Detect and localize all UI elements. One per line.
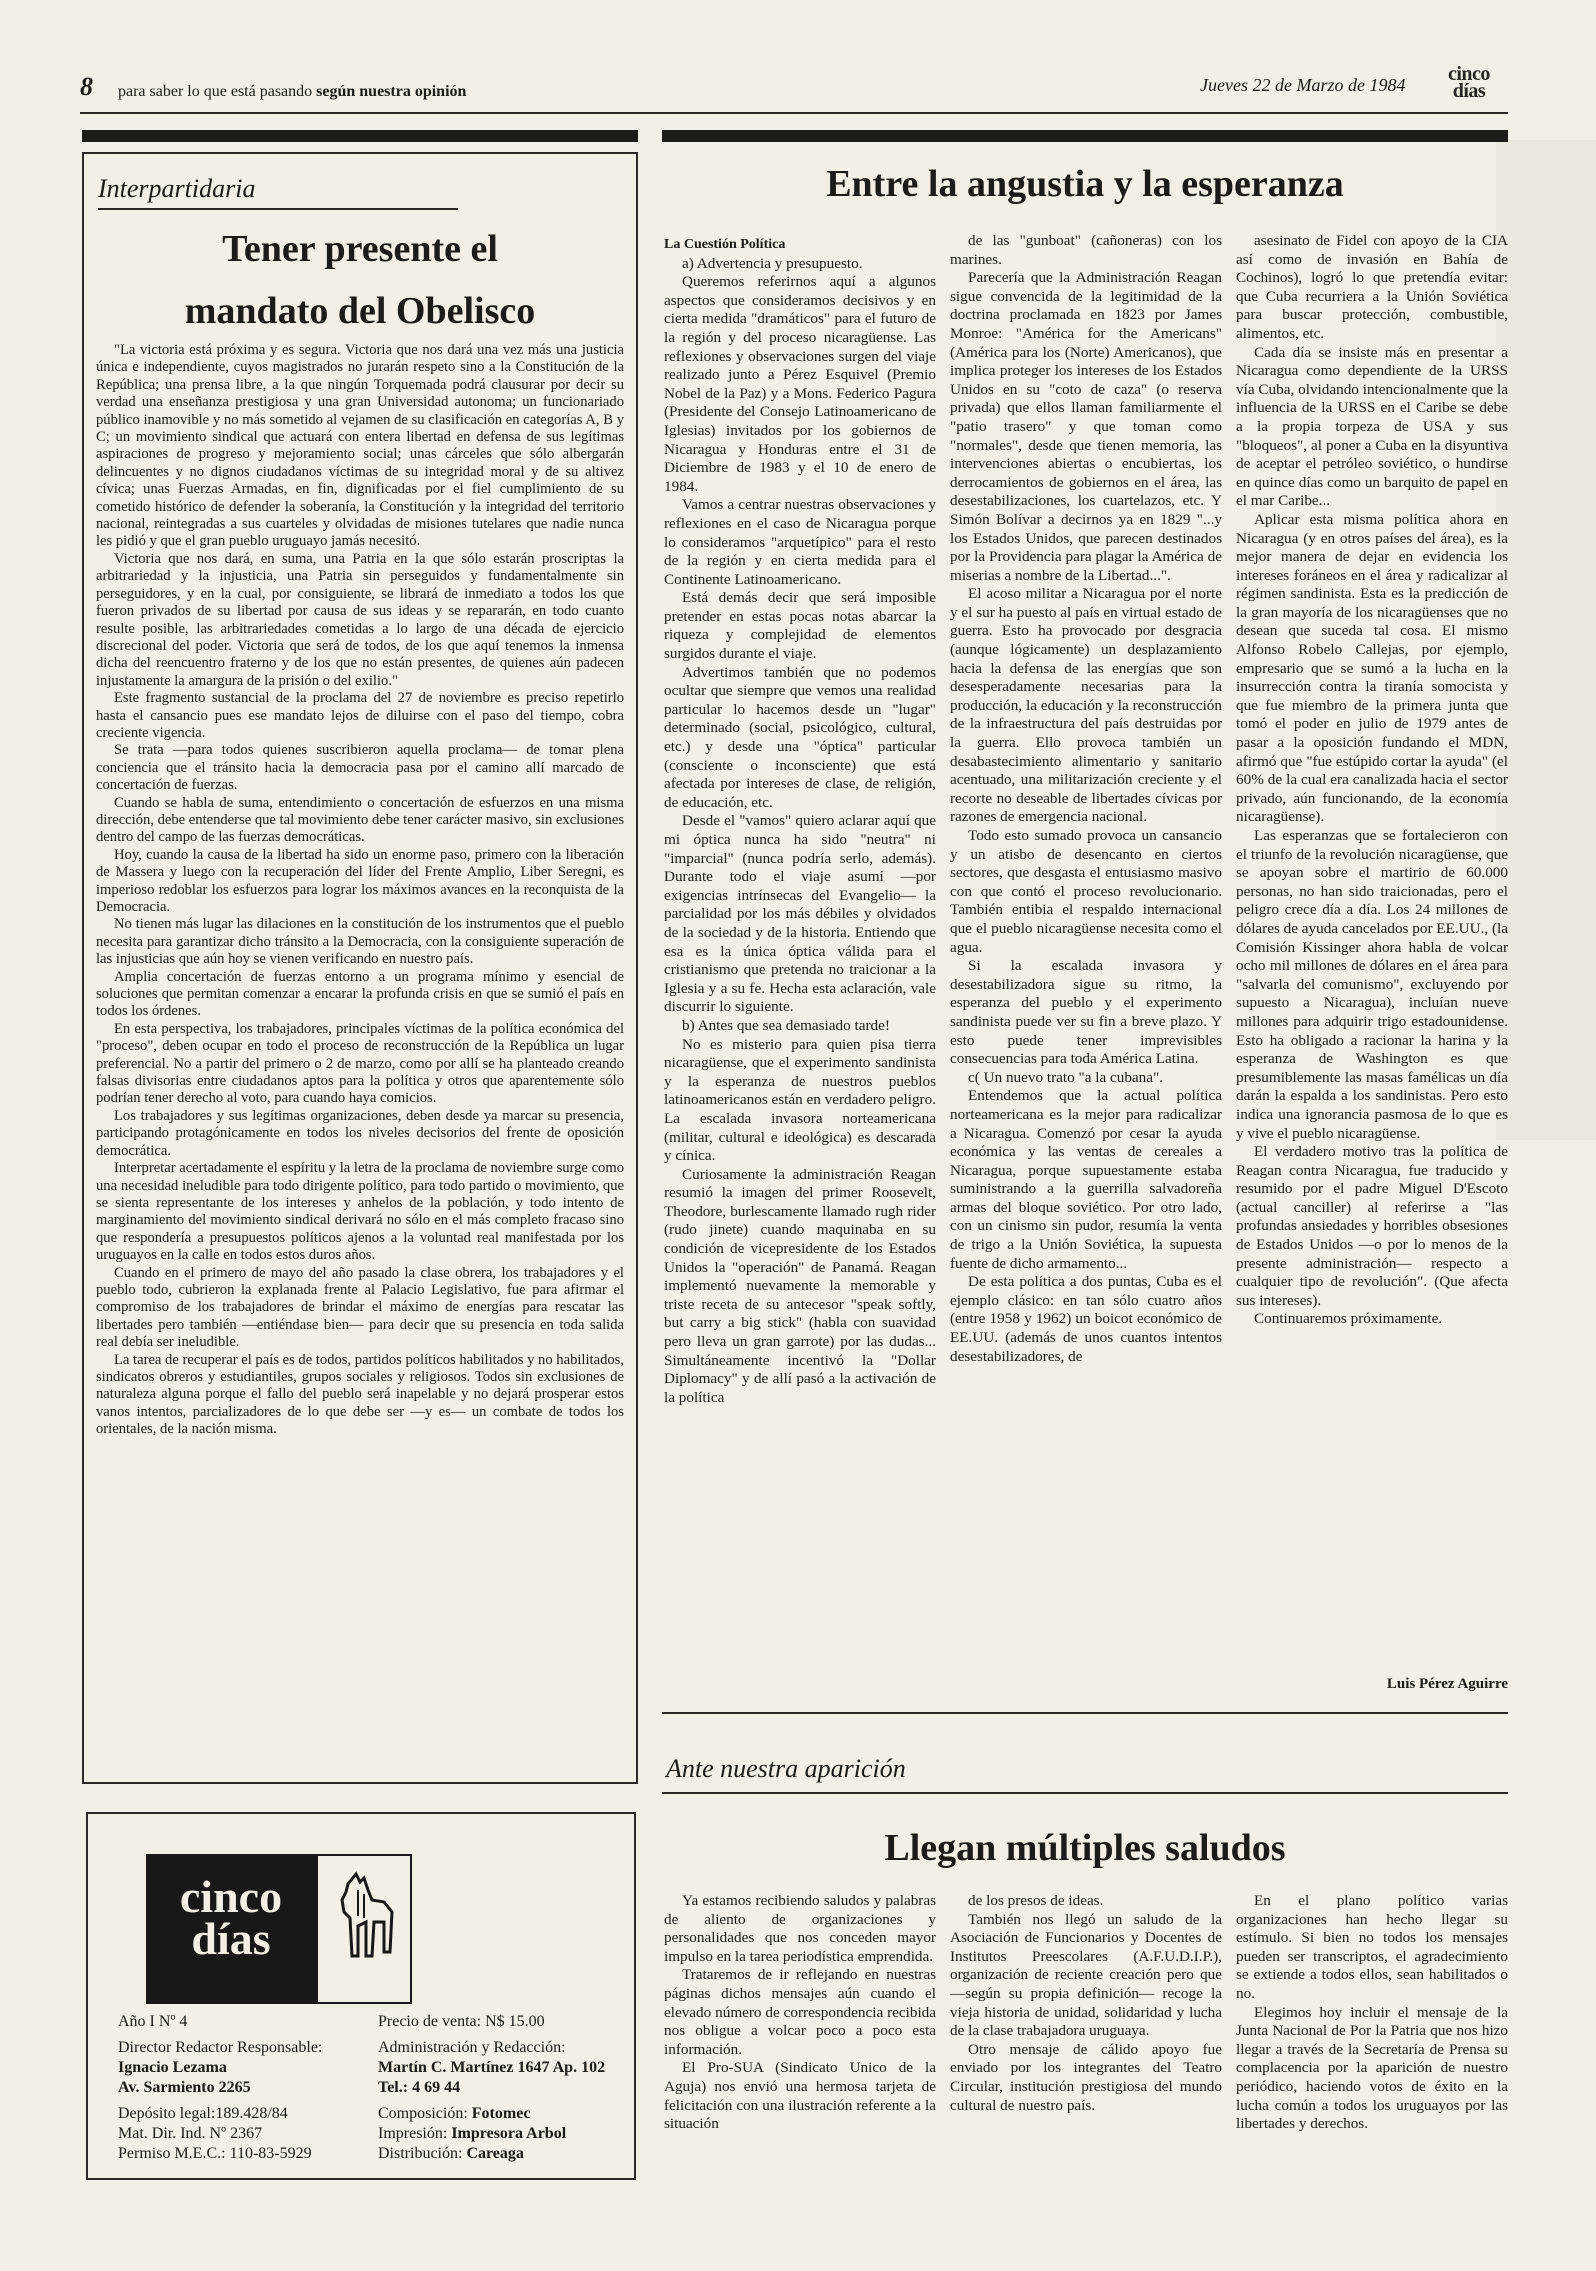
main-top-bar [662,130,1508,142]
left-article-paragraph: Amplia concertación de fuerzas entorno a un programa mínimo y esencial de soluciones que permitan comenzar a encarar la profunda crisis en que se sumió el país en todos los órdenes. [96,968,624,1020]
main-col2 [950,232,1222,1366]
main-col1-paragraph: Vamos a centrar nuestras observaciones y reflexiones en el caso de Nicaragua porque lo consideramos "arquetípico" para el resto de la región y en cierta medida para el Continente Latinoamericano. [664,496,936,588]
telephone: Tel.: 4 69 44 [378,2079,461,2096]
director-label: Director Redactor Responsable: [118,2039,323,2056]
second-col2 [950,1892,1222,2115]
second-kicker-rule [662,1792,1508,1794]
main-col1-body [664,255,936,1408]
distribucion-value: Careaga [466,2145,524,2162]
left-article-paragraph: Hoy, cuando la causa de la libertad ha sido un enorme paso, primero con la liberación de Massera y luego con la recuperación del líder del Frente Amplio, Liber Seregni, es imperioso redoblar los esfuerzos para lograr los máximos avances en la reconquista de la Democracia. [96,846,624,915]
precio: Precio de venta: N$ 15.00 [378,2013,545,2030]
header-logo-line1: cinco [1448,63,1490,85]
composicion-label: Composición: [378,2105,468,2122]
second-col1-paragraph: Ya estamos recibiendo saludos y palabras de aliento de organizaciones y personalidades que nos conceden mayor impulso en la tarea periodística emprendida. [664,1892,936,1965]
left-article-paragraph: Victoria que nos dará, en suma, una Patria en la que sólo estarán proscriptas la arbitrariedad y la injusticia, una Patria sin perseguidos y fundamentalmente sin perseguidores, y en la cual, por consiguiente, se librará de inmediato a todos los que fueron privados de su libertad por causa de sus ideas y se repararán, en todo cuanto resulte posible, las arbitrariedades cometidas a lo largo de una década de ejercicio discrecional del poder. Victoria que será de todos, de los que aquí tenemos la inmensa dicha del reencuentro fraterno y de los que no están presentes, de quienes aún padecen injustamente la amargura de la prisión o del exilio." [96,550,624,689]
second-col1 [664,1892,936,2134]
left-article-paragraph: Cuando se habla de suma, entendimiento o concertación de esfuerzos en una misma dirección, debe entenderse que tal movimiento debe tener carácter masivo, sin exclusiones dentro del campo de las fuerzas democráticas. [96,794,625,846]
main-col2-paragraph: El acoso militar a Nicaragua por el norte y el sur ha puesto al país en virtual estado de guerra. Esto ha provocado por desgracia (aunque lógicamente) un desplazamiento hacia la defensa de las energías que son desesperadamente necesarias para la producción, la educación y la reconstrucción de la infraestructura del país destruidas por la guerra. Ello provoca también un desabastecimiento alimentario y sanitario acentuado, una militarización creciente y el recorte no deseable de libertades cívicas por razones de emergencia nacional. [950,585,1222,826]
left-article-paragraph: "La victoria está próxima y es segura. Victoria que nos dará una vez más una justicia única e independiente, cuyos magistrados no jurarán respeto sino a la Constitución de la República; una prensa libre, a la que ningún Torquemada podrá clausurar por decir su verdad una enseñanza prestigiosa y una gran Universidad autonoma; un funcionariado público inamovible y no más sometido al vejamen de su clasificación en categorías A, B y C; un movimiento sindical que actuará con entera libertad en defensa de sus legítimas aspiraciones de progreso y mejoramiento social; unas cárceles que sólo albergarán delincuentes y no dignos ciudadanos víctimas de su integridad moral y de su altivez cívica; unas Fuerzas Armadas, en fin, dignificadas por el fiel cumplimiento de su cometido histórico de defender la soberanía, la Constitución y la integridad del territorio nacional, reintegradas a sus cuarteles y olvidadas de misiones tutelares que nadie nunca les pidió y que el gran pueblo uruguayo jamás necesitó. [96,342,624,550]
director-name: Ignacio Lezama [118,2059,227,2076]
header-logo [1448,63,1490,102]
left-top-bar [82,130,638,142]
impresion [378,2124,634,2144]
main-col1-paragraph: b) Antes que sea demasiado tarde! [682,1016,890,1034]
composicion-value: Fotomec [471,2105,531,2122]
masthead-box [86,1812,636,2180]
masthead-logo [146,1854,316,2004]
distribucion [378,2144,634,2164]
second-col1-paragraph: Trataremos de ir reflejando en nuestras páginas dichos mensajes aún cuando el elevado número de correspondencia recibida nos obligue a volcar poco a poco esta información. [664,1966,936,2058]
masthead-logo-line2: días [191,1913,271,1964]
section-label: La Cuestión Política [664,237,786,252]
masthead-logo-text [156,1871,306,1964]
left-headline [84,218,636,342]
header-tagline-bold: según nuestra opinión [316,83,467,100]
impresion-label: Impresión: [378,2125,448,2142]
header-logo-line2: días [1452,80,1486,102]
second-headline: Llegan múltiples saludos [884,1827,1286,1869]
author-signature: Luis Pérez Aguirre [1386,1676,1508,1692]
composicion [378,2104,634,2124]
left-headline-line1: Tener presente el [222,228,498,270]
main-col3 [1236,232,1508,1329]
main-col3-paragraph: Las esperanzas que se fortalecieron con el triunfo de la revolución nicaragüense, que se apoyan sobre el martirio de 60.000 personas, no han sido traicionadas, pero el peligro crece día a día. Los 24 millones de dólares de ayuda cancelados por EE.UU., (la Comisión Kissinger ahora habla de volcar ocho mil millones de dólares en el área para "salvarla del comunismo", excluyendo por supuesto a Nicaragua), incluían nueve millones para adquirir trigo estadounidense. Esto ha obligado a racionar la harina y la esperanza de Washington es que presumiblemente las masas famélicas un día darán la espalda a los sandinistas. Pero esto indica una ignorancia pasmosa de lo que es y vive el pueblo nicaragüense. [1236,827,1508,1142]
masthead-logo-line1: cinco [179,1871,283,1922]
horse-icon [318,1856,410,2002]
main-col1-paragraph: Advertimos también que no podemos ocultar que siempre que vemos una realidad particular lo hacemos desde un "lugar" determinado (social, psicológico, cultural, etc.) y desde una "óptica" particular (consciente o inconsciente) que está afectada por intereses de clase, de religión, de educación, etc. [664,663,936,811]
director-address: Av. Sarmiento 2265 [118,2079,251,2096]
main-col1-paragraph: Queremos referirnos aquí a algunos aspectos que consideramos decisivos y en cierta medida "dramáticos" para el futuro de la región y del proceso nicaragüense. Las reflexiones y observaciones surgen del viaje realizado junto a Pérez Esquivel (Premio Nobel de la Paz) y a Mons. Federico Pagura (Presidente del Consejo Latinoamericano de Iglesias) invitados por los gobiernos de Nicaragua y Honduras entre el 31 de Diciembre de 1983 y el 10 de enero de 1984. [664,273,936,495]
left-article-paragraph: La tarea de recuperar el país es de todos, partidos políticos habilitados y no habilitados, sindicatos obreros y estudiantiles, grupos sociales y religiosos. Todos sin exclusiones de naturaleza alguna porque el fallo del pueblo será inapelable y no dejará prosperar estos vanos intentos, parcializadores de lo que debe ser —y es— un combate de todos los orientales, de la nación misma. [96,1351,624,1438]
main-col3-paragraph: El verdadero motivo tras la política de Reagan contra Nicaragua, fue traducido y resumido por el padre Miguel D'Escoto (actual canciller) al referirse a "las profundas ansiedades y horribles obsesiones de Estados Unidos —o por lo menos de la presente administración— respecto a cualquier tipo de revolución". (Que afecta sus intereses). [1236,1143,1508,1309]
header-tagline-text: para saber lo que está pasando [118,83,313,100]
main-col1-paragraph: No es misterio para quien pisa tierra nicaragüense, que el experimento sandinista y la esperanza de nuestros pueblos latinoamericanos están en verdadero peligro. La escalada invasora norteamericana (militar, cultural e ideológica) es descarada y cínica. [664,1035,936,1165]
main-col3-paragraph: Aplicar esta misma política ahora en Nicaragua (y en otros países del área), es la mejor manera de dejar en evidencia los intereses foráneos en el área y radicalizar al régimen sandinista. Esta es la predicción de la gran mayoría de los nicaragüenses que no desean que suceda tal cosa. El mismo Alfonso Robelo Callejas, por ejemplo, empresario que se sumó a la lucha en la insurrección contra la tiranía somocista y que fue miembro de la primera junta que tomó el poder en julio de 1979 antes de pasar a la oposición fundando el MDN, afirmó que "fue estúpido cortar la ayuda" (el 60% de la cual era canalizada hacia el sector privado, aún funcionando, de la economía nicaragüense). [1236,510,1508,826]
horse-emblem [316,1854,412,2004]
page-number: 8 [80,72,93,101]
main-col2-paragraph: De esta política a dos puntas, Cuba es el ejemplo clásico: en tan sólo cuatro años (entre 1958 y 1962) un boicot económico de EE.UU. (además de unos cuantos intentos desestabilizadores, de [950,1273,1222,1365]
main-col1-paragraph: Curiosamente la administración Reagan resumió la imagen del primer Roosevelt, Theodore, burlescamente llamado rugh rider (rudo jinete) cuando maquinaba en su condición de vicepresidente de los Estados Unidos la "operación" de Panamá. Reagan implementó nuevamente la memorable y triste receta de su antecesor "speak softly, but carry a big stick" (habla con suavidad pero lleva un gran garrote) por las dudas... Simultáneamente incentivó la "Dollar Diplomacy" y de allí pasó a la activación de la política [664,1165,936,1406]
second-col1-paragraph: El Pro-SUA (Sindicato Unico de la Aguja) nos envió una hermosa tarjeta de felicitación con una ilustración referente a la situación [664,2059,936,2133]
left-article-paragraph: No tienen más lugar las dilaciones en la constitución de los instrumentos que el pueblo necesita para garantizar dicho tránsito a la Democracia, con la consiguiente superación de las injusticias que aún hoy se vienen verificando en nuestro país. [96,916,624,968]
edge-shadow [1496,140,1596,1140]
main-col3-paragraph: Cada día se insiste más en presentar a Nicaragua como dependiente de la URSS vía Cuba, olvidando intencionalmente que la influencia de la URSS en el Caribe se debe a la propia torpeza de USA y sus "bloqueos", al poner a Cuba en la disyuntiva de aceptar el petróleo soviético, o hundirse en quince días como un barquito de papel en el mar Caribe... [1236,343,1508,510]
second-col3 [1236,1892,1508,2134]
main-col1-paragraph: Está demás decir que será imposible pretender en estas pocas notas abarcar la riqueza y complejidad de elementos surgidos durante el viaje. [664,589,936,663]
second-col2-paragraph: Otro mensaje de cálido apoyo fue enviado por los integrantes del Teatro Circular, institución prestigiosa del mundo cultural de nuestro país. [950,2040,1222,2114]
masthead-left-info [118,2012,368,2164]
left-article-paragraph: Este fragmento sustancial de la proclama del 27 de noviembre es preciso repetirlo hasta el cansancio pues ese mandato lejos de diluirse con el paso del tiempo, cobra creciente vigencia. [96,690,624,741]
header-rule [80,112,1508,114]
header-tagline [118,83,466,101]
main-bottom-rule [662,1712,1508,1714]
main-col2-paragraph: Parecería que la Administración Reagan sigue convencida de la legitimidad de la doctrina proclamada en 1823 por James Monroe: "América for the Americans" (América para los (Norte) Americanos), que implica proteger los intereses de los Estados Unidos en su "coto de caza" (o reserva privada) que ellos llaman familiarmente el "patio trasero" y que toman como "normales", desde que tienen memoria, las intervenciones abiertas o encubiertas, los derrocamientos de gobiernos en el área, las desestabilizaciones, los cuartelazos, etc. Y Simón Bolívar a decirnos ya en 1829 "...y los Estados Unidos, que parecen destinados por la Providencia para plagar la América de miserias a nombre de la Libertad...". [950,269,1222,584]
main-col2-paragraph: Todo esto sumado provoca un cansancio y un atisbo de desencanto en ciertos sectores, que desgasta el entusiasmo masivo con que contó el proceso revolucionario. También entibia el respaldo internacional que el pueblo nicaragüense necesita como el agua. [950,827,1222,956]
main-col3-paragraph: asesinato de Fidel con apoyo de la CIA así como de invasión en Bahía de Cochinos), logró lo que pretendía evitar: que Cuba recurriera a la Unión Soviética para buscar protección, combustible, alimentos, etc. [1236,232,1508,342]
year-issue: Año I Nº 4 [118,2013,188,2030]
admin-address: Martín C. Martínez 1647 Ap. 102 [378,2059,606,2076]
mat-dir-ind: Mat. Dir. Ind. Nº 2367 [118,2125,263,2142]
header-date: Jueves 22 de Marzo de 1984 [1200,75,1406,95]
distribucion-label: Distribución: [378,2145,463,2162]
main-col1 [664,236,936,1407]
left-article-paragraph: Interpretar acertadamente el espíritu y la letra de la proclama de noviembre surge como una necesidad ineludible para todo dirigente político, para todo partido o movimiento, que se sienta representante de los intereses y anhelos de la población, y todo intento de marginamiento del movimiento sindical derivará no sólo en el más completo fracaso sino que respondería a presupuestos políticos ajenos a la voluntad real manifestada por los uruguayos en la calle en todos estos duros años. [96,1160,624,1264]
main-col2-paragraph: de las "gunboat" (cañoneras) con los marines. [950,232,1222,268]
main-col2-paragraph: Entendemos que la actual política norteamericana es la mejor para radicalizar a Nicaragua. Comenzó por cesar la ayuda económica y las ventas de cereales a Nicaragua, porque supuestamente estaba suministrando a la guerrilla salvadoreña armas del bloque soviético. Por otro lado, con un cinismo sin pudor, resumía la venta de trigo a la Unión Soviética, la supuesta fuente de dicho armamento... [950,1087,1222,1272]
left-article-paragraph: Los trabajadores y sus legítimas organizaciones, deben desde ya marcar su presencia, participando protagónicamente en todos los niveles decisorios del frente de oposición democrática. [96,1107,624,1159]
left-article-paragraph: Se trata —para todos quienes suscribieron aquella proclama— de tomar plena conciencia que el tránsito hacia la democracia pasa por el camino allí marcado de concertación de fuerzas. [96,742,624,794]
second-col2-paragraph: de los presos de ideas. [968,1892,1104,1909]
left-article-paragraph: Cuando en el primero de mayo del año pasado la clase obrera, los trabajadores y el pueblo todo, cubrieron la explanada frente al Palacio Legislativo, fue para afirmar el compromiso de los trabajadores de brindar el máximo de energías para rescatar las libertades pero también —entiéndase bien— para decir que su presencia en toda salida real debía ser ineludible. [96,1264,624,1351]
permiso-mec: Permiso M.E.C.: 110-83-5929 [118,2145,312,2162]
deposito-legal: Depósito legal:189.428/84 [118,2105,288,2122]
kicker-rule [98,208,458,210]
masthead-right-info [378,2012,634,2164]
admin-label: Administración y Redacción: [378,2039,566,2056]
impresion-value: Impresora Arbol [451,2125,567,2142]
main-col1-paragraph: Desde el "vamos" quiero aclarar aquí que mi óptica nunca ha sido "neutra" ni "imparcial" (nunca podría serlo, además). Durante todo el viaje asumí —por exigencias intrínsecas del Evangelio— la parcialidad por los más débiles y olvidados de la sociedad y de la historia. Entiendo que esa es la única óptica válida para el cristianismo que pretenda no traicionar a la Iglesia y a su fe. Hecha esta aclaración, vale discurrir lo siguiente. [664,812,936,1016]
left-article-paragraph: En esta perspectiva, los trabajadores, principales víctimas de la política económica del "proceso", deben ocupar en todo el proceso de reconstrucción de la República un lugar preferencial. No a partir del primero o 2 de marzo, como por allí se ha planteado creando falsas divisorias entre ciudadanos aptos para la política y otros que aparentemente sólo podrían tener derecho al voto, para cuando haya comicios. [96,1020,624,1107]
main-col2-paragraph: Si la escalada invasora y desestabilizadora sigue su ritmo, la esperanza del pueblo y el experimento sandinista puede ver su fin a breve plazo. Y esto puede tener imprevisibles consecuencias para toda América Latina. [950,957,1222,1068]
left-article-box [82,152,638,1784]
main-col1-paragraph: a) Advertencia y presupuesto. [682,254,863,272]
main-headline: Entre la angustia y la esperanza [826,163,1344,205]
left-kicker: Interpartidaria [98,174,256,203]
main-col3-paragraph: Continuaremos próximamente. [1254,1310,1443,1328]
second-kicker: Ante nuestra aparición [666,1754,906,1783]
left-article-body [96,342,624,1439]
second-col3-paragraph: En el plano político varias organizaciones han hecho llegar su estímulo. Si bien no todos los mensajes pueden ser transcriptos, el agradecimiento se extiende a todos ellos, sean habilitados o no. [1236,1892,1508,2002]
main-col2-paragraph: c( Un nuevo trato "a la cubana". [968,1068,1163,1086]
second-col2-paragraph: También nos llegó un saludo de la Asociación de Funcionarios y Docentes de Institutos Preescolares (A.F.U.D.I.P.), organización de reciente creación pero que —según su propia definición— recoge la vieja historia de unidad, solidaridad y lucha de la clase trabajadora uruguaya. [950,1910,1222,2040]
second-col3-paragraph: Elegimos hoy incluir el mensaje de la Junta Nacional de Por la Patria que nos hizo llegar a través de la Secretaría de Prensa su complacencia por la aparición de nuestro periódico, haciendo votos de éxito en la lucha común a todos los uruguayos por las libertades y derechos. [1236,2003,1508,2133]
left-headline-line2: mandato del Obelisco [184,290,536,332]
